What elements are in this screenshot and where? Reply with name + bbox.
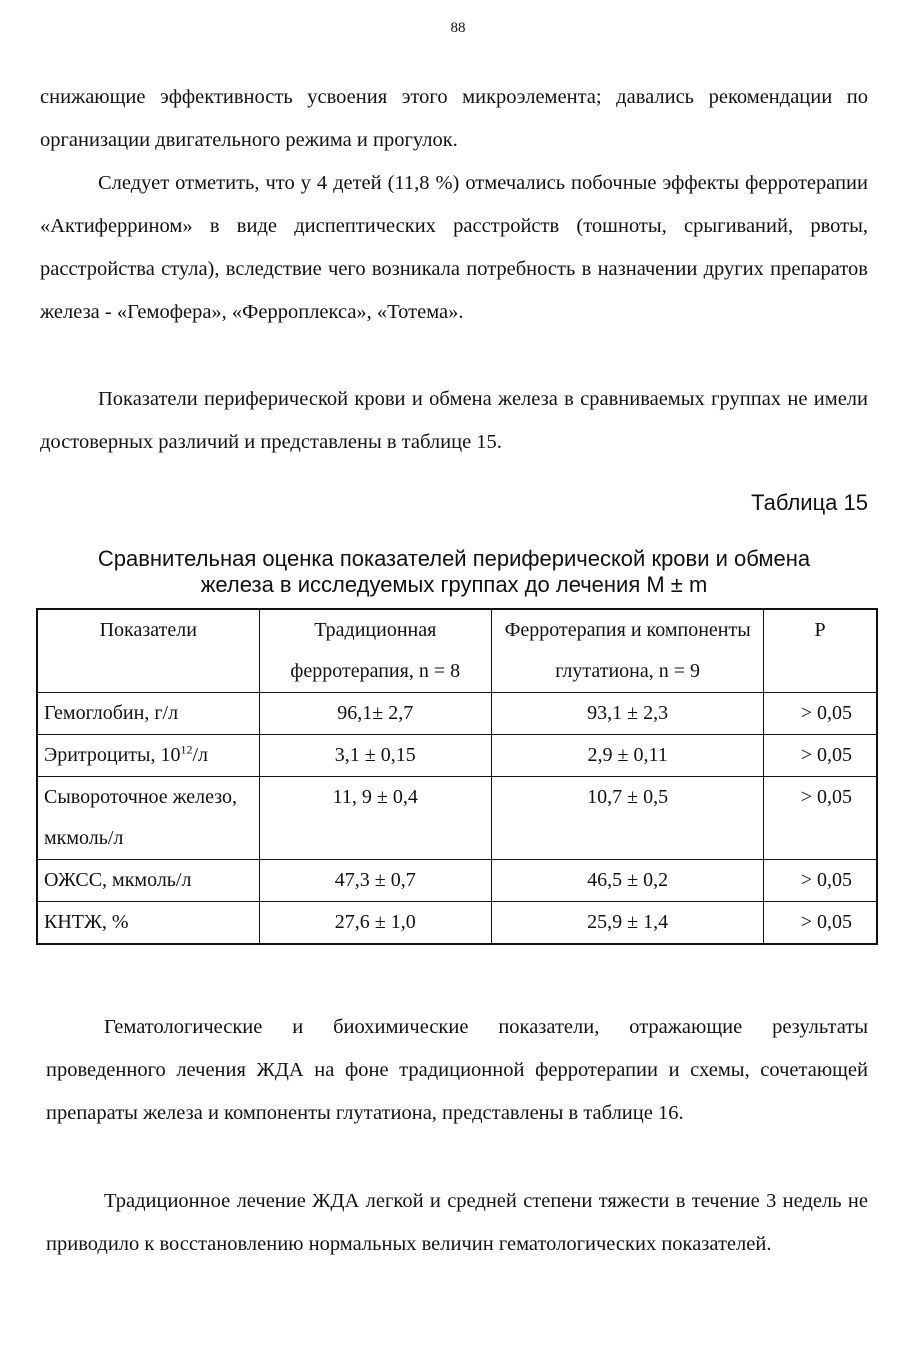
row-label-unit: /л xyxy=(192,744,209,766)
comparison-table xyxy=(36,608,878,945)
row-label: Сывороточное железо, мкмоль/л xyxy=(37,777,259,860)
table-row xyxy=(37,777,877,860)
table-title-line-2: железа в исследуемых группах до лечения М ± m xyxy=(200,572,708,597)
row-label-text: Эритроциты, 10 xyxy=(44,744,181,766)
p-value: > 0,05 xyxy=(764,902,877,945)
exponent: 12 xyxy=(180,742,193,757)
paragraph-table-intro: Показатели периферической крови и обмена железа в сравниваемых группах не имели достоверных различий и представлены в таблице 15. xyxy=(40,388,868,453)
header-traditional: Традиционная ферротерапия, n = 8 xyxy=(259,609,491,693)
row-label: КНТЖ, % xyxy=(37,902,259,945)
header-p: P xyxy=(764,609,877,693)
table-row xyxy=(37,860,877,902)
table-header-row xyxy=(37,609,877,693)
table-title xyxy=(40,546,868,598)
row-label: Гемоглобин, г/л xyxy=(37,693,259,735)
glutathione-value: 93,1 ± 2,3 xyxy=(492,693,764,735)
glutathione-value: 25,9 ± 1,4 xyxy=(492,902,764,945)
table-label: Таблица 15 xyxy=(751,490,868,515)
table-row xyxy=(37,735,877,777)
paragraph-continuation: снижающие эффективность усвоения этого микроэлемента; давались рекомендации по организации двигательного режима и прогулок. xyxy=(40,86,868,151)
row-label xyxy=(37,735,259,777)
p-value: > 0,05 xyxy=(764,735,877,777)
glutathione-value: 2,9 ± 0,11 xyxy=(492,735,764,777)
p-value: > 0,05 xyxy=(764,860,877,902)
p-value: > 0,05 xyxy=(764,777,877,860)
p-value: > 0,05 xyxy=(764,693,877,735)
table-row xyxy=(37,902,877,945)
table-row xyxy=(37,693,877,735)
header-glutathione: Ферротерапия и компоненты глутатиона, n = 9 xyxy=(492,609,764,693)
traditional-value: 96,1± 2,7 xyxy=(259,693,491,735)
header-indicators: Показатели xyxy=(37,609,259,693)
traditional-value: 47,3 ± 0,7 xyxy=(259,860,491,902)
page-number: 88 xyxy=(450,20,466,36)
traditional-value: 3,1 ± 0,15 xyxy=(259,735,491,777)
traditional-value: 11, 9 ± 0,4 xyxy=(259,777,491,860)
glutathione-value: 10,7 ± 0,5 xyxy=(492,777,764,860)
table-title-line-1: Сравнительная оценка показателей периферической крови и обмена xyxy=(97,546,811,571)
row-label: ОЖСС, мкмоль/л xyxy=(37,860,259,902)
glutathione-value: 46,5 ± 0,2 xyxy=(492,860,764,902)
paragraph-results: Гематологические и биохимические показатели, отражающие результаты проведенного лечения ЖДА на фоне традиционной ферротерапии и схемы, сочетающей препараты железа и компоненты глутатиона, представлены в таблице 16. xyxy=(46,1016,868,1124)
paragraph-side-effects: Следует отметить, что у 4 детей (11,8 %) отмечались побочные эффекты ферротерапии «Актиферрином» в виде диспептических расстройств (тошноты, срыгиваний, рвоты, расстройства стула), вследствие чего возникала потребность в назначении других препаратов железа - «Гемофера», «Ферроплекса», «Тотема». xyxy=(40,172,868,323)
paragraph-traditional-treatment: Традиционное лечение ЖДА легкой и средней степени тяжести в течение 3 недель не приводило к восстановлению нормальных величин гематологических показателей. xyxy=(46,1190,868,1255)
traditional-value: 27,6 ± 1,0 xyxy=(259,902,491,945)
